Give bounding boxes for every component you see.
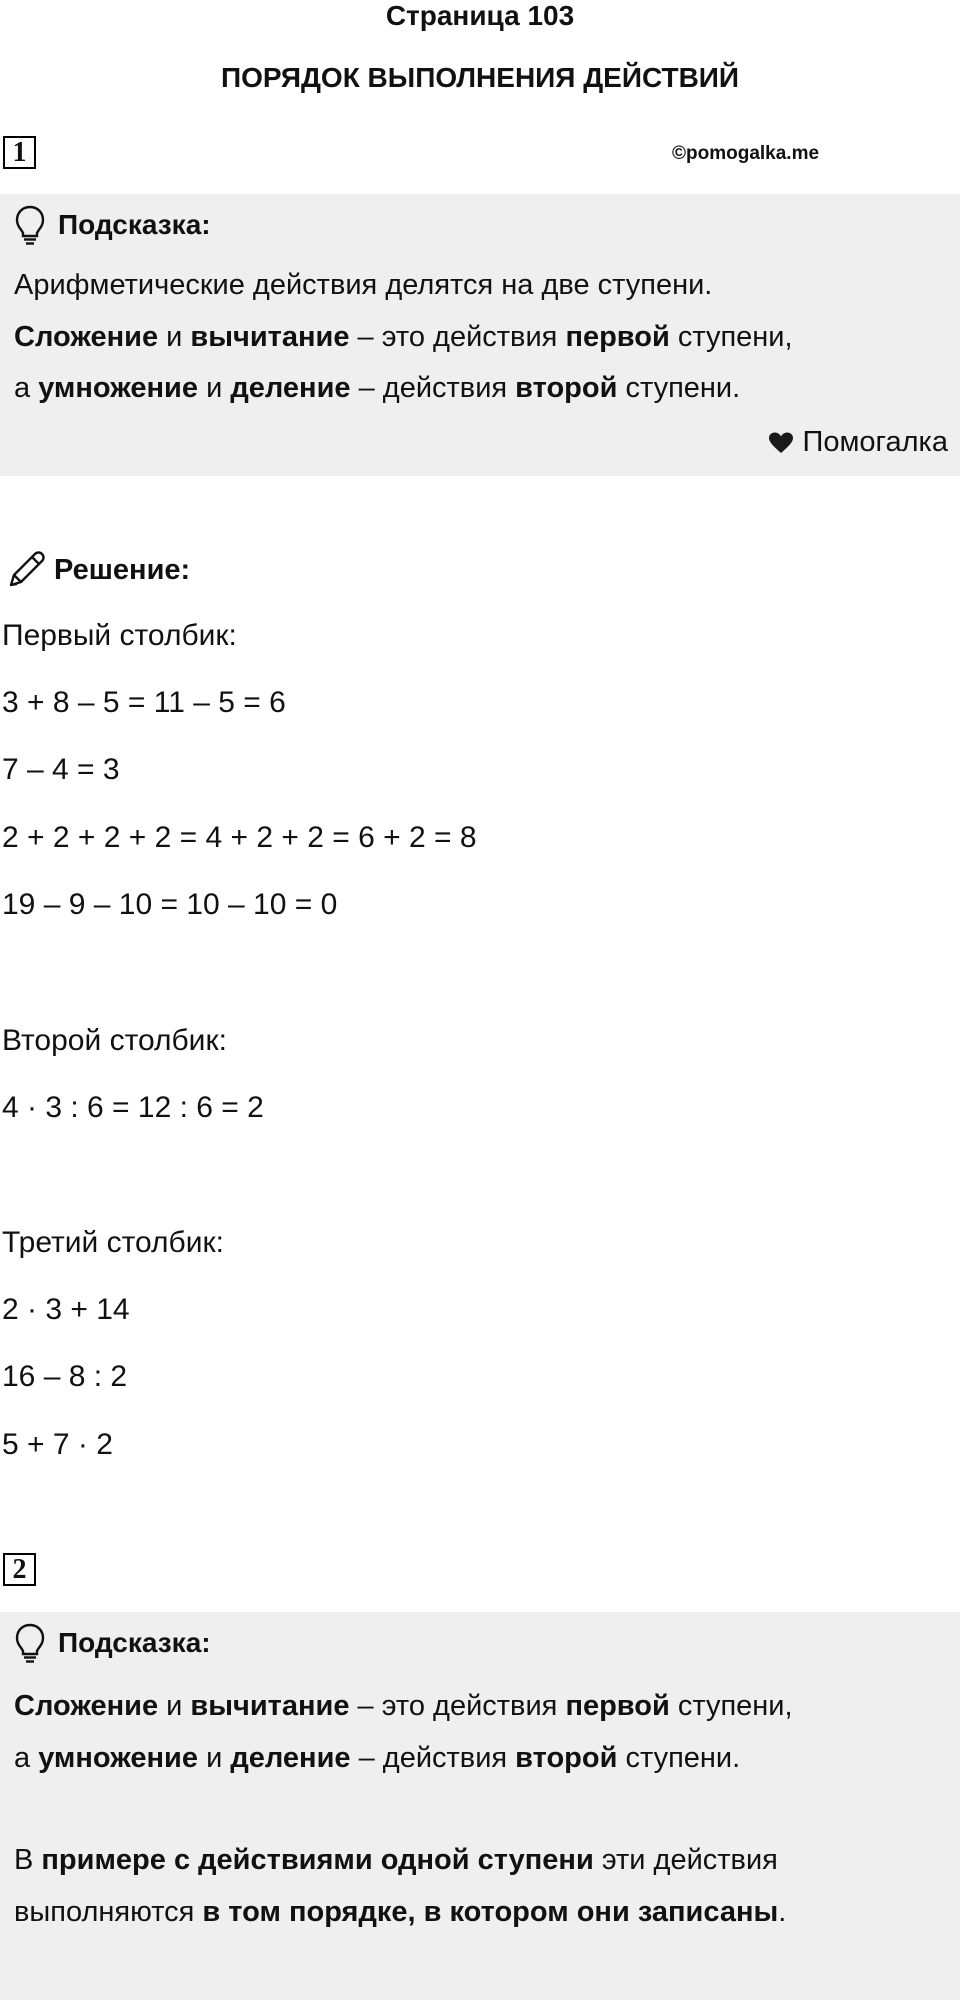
equation-line: 4 · 3 : 6 = 12 : 6 = 2 [2,1091,264,1124]
equation-line: 2 + 2 + 2 + 2 = 4 + 2 + 2 = 6 + 2 = 8 [2,821,477,854]
hint-title: Подсказка: [58,1627,211,1658]
hint-line: Сложение и вычитание – это действия первой ступени, [14,1690,793,1722]
hint-box-2 [0,1612,960,2000]
topic-title: ПОРЯДОК ВЫПОЛНЕНИЯ ДЕЙСТВИЙ [220,62,740,93]
equation-line: 19 – 9 – 10 = 10 – 10 = 0 [2,888,338,921]
heart-icon [767,431,795,455]
expression-line: 16 – 8 : 2 [2,1360,128,1393]
equation-line: 7 – 4 = 3 [2,753,120,786]
page-title: Страница 103 [385,0,575,31]
hint-line: Арифметические действия делятся на две ступени. [14,269,713,301]
credit [767,426,948,459]
watermark: ©pomogalka.me [672,143,820,164]
column-title-1: Первый столбик: [2,619,237,652]
hint-title: Подсказка: [58,209,211,240]
lightbulb-icon [14,204,46,246]
hint-line: В примере с действиями одной ступени эти действия [14,1844,778,1876]
task-number-1: 1 [3,136,36,169]
hint-line: а умножение и деление – действия второй ступени. [14,1742,741,1774]
expression-line: 2 · 3 + 14 [2,1293,130,1326]
pencil-icon [4,548,48,592]
column-title-3: Третий столбик: [2,1226,224,1259]
hint-line: а умножение и деление – действия второй ступени. [14,372,741,404]
expression-line: 5 + 7 · 2 [2,1428,113,1461]
hint-line: выполняются в том порядке, в котором они записаны. [14,1896,787,1928]
task-number-2: 2 [3,1553,36,1586]
lightbulb-icon [14,1622,46,1664]
hint-box-1 [0,194,960,476]
column-title-2: Второй столбик: [2,1024,227,1057]
solution-title: Решение: [54,553,191,586]
equation-line: 3 + 8 – 5 = 11 – 5 = 6 [2,686,286,719]
credit-label: Помогалка [802,426,948,458]
hint-line: Сложение и вычитание – это действия первой ступени, [14,321,793,353]
